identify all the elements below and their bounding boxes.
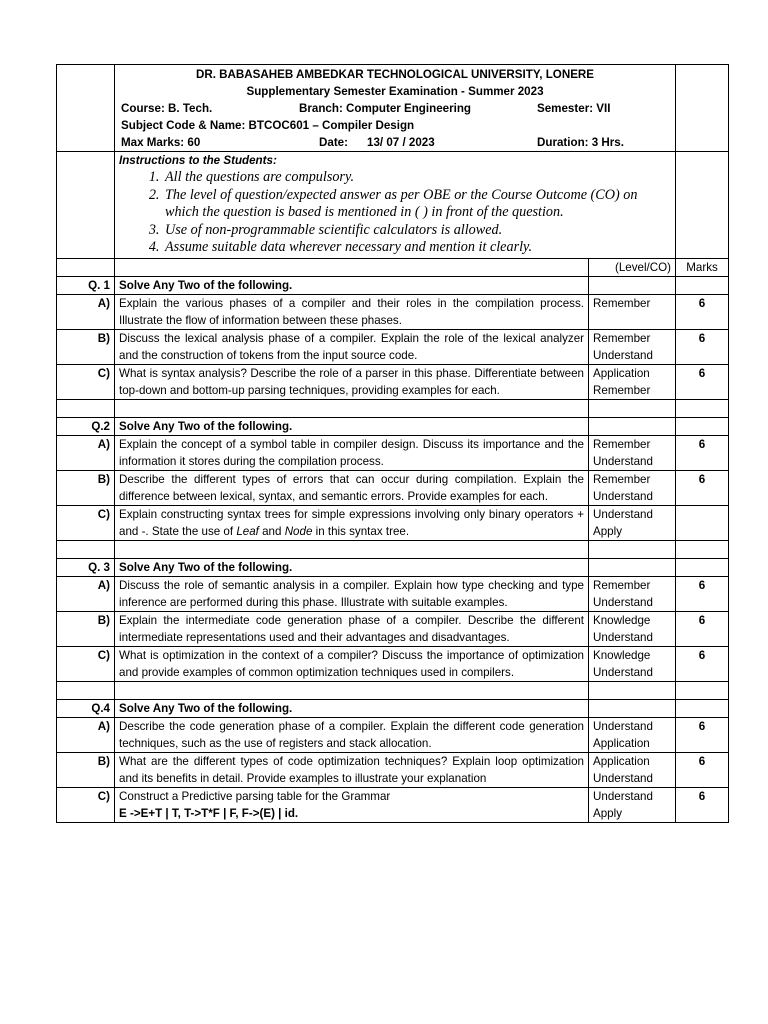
item-text: Discuss the role of semantic analysis in a compiler. Explain how type checking and type inference are performed during this phase. Illustrate with suitable examples. <box>115 576 589 611</box>
item-label: C) <box>57 364 115 399</box>
level-secondary: Understand <box>593 454 653 468</box>
item-label: C) <box>57 646 115 681</box>
marks-line <box>119 134 671 151</box>
item-label: C) <box>57 505 115 540</box>
item-level <box>589 435 676 470</box>
item-marks: 6 <box>676 576 729 611</box>
level-secondary: Apply <box>593 806 623 820</box>
item-text: What is syntax analysis? Describe the role of a parser in this phase. Differentiate between top-down and bottom-up parsing techniques, providing examples for each. <box>115 364 589 399</box>
item-marks: 6 <box>676 646 729 681</box>
question-item-row <box>57 576 729 611</box>
header-cell <box>115 65 676 152</box>
level-secondary: Application <box>593 736 650 750</box>
item-text <box>115 505 589 540</box>
leaf-term: Leaf <box>236 524 259 538</box>
duration: Duration: 3 Hrs. <box>537 136 624 149</box>
item-marks: 6 <box>676 435 729 470</box>
level-secondary: Understand <box>593 771 653 785</box>
question-item-row <box>57 294 729 329</box>
item-text: What are the different types of code optimization techniques? Explain loop optimization and its benefits in detail. Provide examples to illustrate your explanation <box>115 752 589 787</box>
item-marks: 6 <box>676 717 729 752</box>
item-label: A) <box>57 717 115 752</box>
instructions-title: Instructions to the Students: <box>119 154 277 167</box>
question-instruction: Solve Any Two of the following. <box>115 276 589 294</box>
item-label: A) <box>57 435 115 470</box>
item-text-part: and <box>258 524 285 538</box>
level-primary: Knowledge <box>593 613 651 627</box>
item-level <box>589 364 676 399</box>
level-secondary: Understand <box>593 595 653 609</box>
item-label: B) <box>57 470 115 505</box>
header-left-blank <box>57 65 115 152</box>
grammar-production: E ->E+T | T, T->T*F | F, F->(E) | id. <box>119 806 299 820</box>
question-instruction: Solve Any Two of the following. <box>115 558 589 576</box>
item-marks: 6 <box>676 611 729 646</box>
item-label: B) <box>57 611 115 646</box>
item-text-part: Construct a Predictive parsing table for the Grammar <box>119 789 391 803</box>
level-primary: Remember <box>593 472 651 486</box>
question-item-row <box>57 611 729 646</box>
item-text: Explain the intermediate code generation phase of a compiler. Describe the different intermediate representations used and their advantages and disadvantages. <box>115 611 589 646</box>
instruction-item: 4. Assume suitable data wherever necessary and mention it clearly. <box>163 239 671 257</box>
max-marks: Max Marks: 60 <box>121 136 201 149</box>
level-primary: Remember <box>593 437 651 451</box>
question-item-row <box>57 717 729 752</box>
level-secondary: Understand <box>593 665 653 679</box>
marks-header: Marks <box>676 258 729 276</box>
item-label: B) <box>57 752 115 787</box>
item-level <box>589 329 676 364</box>
level-primary: Remember <box>593 331 651 345</box>
level-secondary: Remember <box>593 383 651 397</box>
item-label: A) <box>57 576 115 611</box>
question-item-row <box>57 470 729 505</box>
node-term: Node <box>284 524 313 538</box>
instruction-item: 3. Use of non-programmable scientific calculators is allowed. <box>163 222 671 240</box>
item-marks: 6 <box>676 752 729 787</box>
item-level <box>589 576 676 611</box>
date-label: Date: <box>319 136 348 149</box>
level-primary: Understand <box>593 719 653 733</box>
level-secondary: Understand <box>593 348 653 362</box>
course: Course: B. Tech. <box>121 102 213 115</box>
question-heading-row <box>57 699 729 717</box>
question-number: Q. 3 <box>57 558 115 576</box>
university-name: DR. BABASAHEB AMBEDKAR TECHNOLOGICAL UNIVERSITY, LONERE <box>195 68 595 81</box>
question-heading-row <box>57 276 729 294</box>
question-number: Q.4 <box>57 699 115 717</box>
item-level <box>589 646 676 681</box>
level-secondary: Apply <box>593 524 623 538</box>
level-primary: Application <box>593 366 650 380</box>
level-primary: Knowledge <box>593 648 651 662</box>
item-label: C) <box>57 787 115 822</box>
spacer-row <box>57 540 729 558</box>
item-level <box>589 611 676 646</box>
instruction-item: 2. The level of question/expected answer as per OBE or the Course Outcome (CO) on which the question is based is mentioned in ( ) in front of the question. <box>163 187 671 222</box>
instructions-cell <box>115 152 676 259</box>
item-text-part: Explain constructing syntax trees for simple expressions involving only binary operators + and -. State the use of <box>119 507 584 538</box>
question-number: Q.2 <box>57 417 115 435</box>
header-right-blank <box>676 65 729 152</box>
item-level <box>589 717 676 752</box>
date-value: 13/ 07 / 2023 <box>367 136 435 149</box>
item-text: Discuss the lexical analysis phase of a compiler. Explain the role of the lexical analyzer and the construction of tokens from the input source code. <box>115 329 589 364</box>
instructions-row <box>57 152 729 259</box>
item-level <box>589 470 676 505</box>
header-row <box>57 65 729 152</box>
item-text-part: in this syntax tree. <box>312 524 410 538</box>
course-line <box>119 100 671 117</box>
item-text: Describe the code generation phase of a compiler. Explain the different code generation techniques, such as the use of registers and stack allocation. <box>115 717 589 752</box>
subject-line <box>119 117 671 134</box>
spacer-row <box>57 681 729 699</box>
item-marks: 6 <box>676 364 729 399</box>
level-co-header: (Level/CO) <box>589 258 676 276</box>
level-secondary: Understand <box>593 630 653 644</box>
level-secondary: Understand <box>593 489 653 503</box>
spacer-row <box>57 399 729 417</box>
question-instruction: Solve Any Two of the following. <box>115 699 589 717</box>
question-item-row <box>57 329 729 364</box>
question-heading-row <box>57 417 729 435</box>
item-text: Explain the various phases of a compiler and their roles in the compilation process. Illustrate the flow of information between these phases. <box>115 294 589 329</box>
question-item-row <box>57 646 729 681</box>
item-marks: 6 <box>676 294 729 329</box>
item-label: A) <box>57 294 115 329</box>
exam-paper-table <box>56 64 729 823</box>
level-primary: Application <box>593 754 650 768</box>
item-marks: 6 <box>676 787 729 822</box>
question-item-row <box>57 505 729 540</box>
level-primary: Understand <box>593 507 653 521</box>
item-marks: 6 <box>676 470 729 505</box>
question-heading-row <box>57 558 729 576</box>
level-primary: Understand <box>593 789 653 803</box>
question-number: Q. 1 <box>57 276 115 294</box>
item-text: Describe the different types of errors that can occur during compilation. Explain the difference between lexical, syntax, and semantic errors. Provide examples for each. <box>115 470 589 505</box>
item-marks: 6 <box>676 329 729 364</box>
exam-title: Supplementary Semester Examination - Summer 2023 <box>246 85 544 98</box>
item-text: What is optimization in the context of a compiler? Discuss the importance of optimization and provide examples of common optimization techniques used in compilers. <box>115 646 589 681</box>
item-marks <box>676 505 729 540</box>
item-text: Explain the concept of a symbol table in compiler design. Discuss its importance and the information it stores during the compilation process. <box>115 435 589 470</box>
item-label: B) <box>57 329 115 364</box>
instructions-list <box>119 169 671 257</box>
question-item-row <box>57 435 729 470</box>
item-text <box>115 787 589 822</box>
item-level <box>589 752 676 787</box>
level-primary: Remember <box>593 578 651 592</box>
item-level <box>589 505 676 540</box>
item-level <box>589 787 676 822</box>
column-header-row <box>57 258 729 276</box>
question-item-row <box>57 787 729 822</box>
question-item-row <box>57 364 729 399</box>
subject: Subject Code & Name: BTCOC601 – Compiler Design <box>121 119 415 132</box>
instruction-item: 1. All the questions are compulsory. <box>163 169 671 187</box>
level-primary: Remember <box>593 296 651 310</box>
semester: Semester: VII <box>537 102 611 115</box>
item-level <box>589 294 676 329</box>
question-item-row <box>57 752 729 787</box>
branch: Branch: Computer Engineering <box>299 102 471 115</box>
question-instruction: Solve Any Two of the following. <box>115 417 589 435</box>
